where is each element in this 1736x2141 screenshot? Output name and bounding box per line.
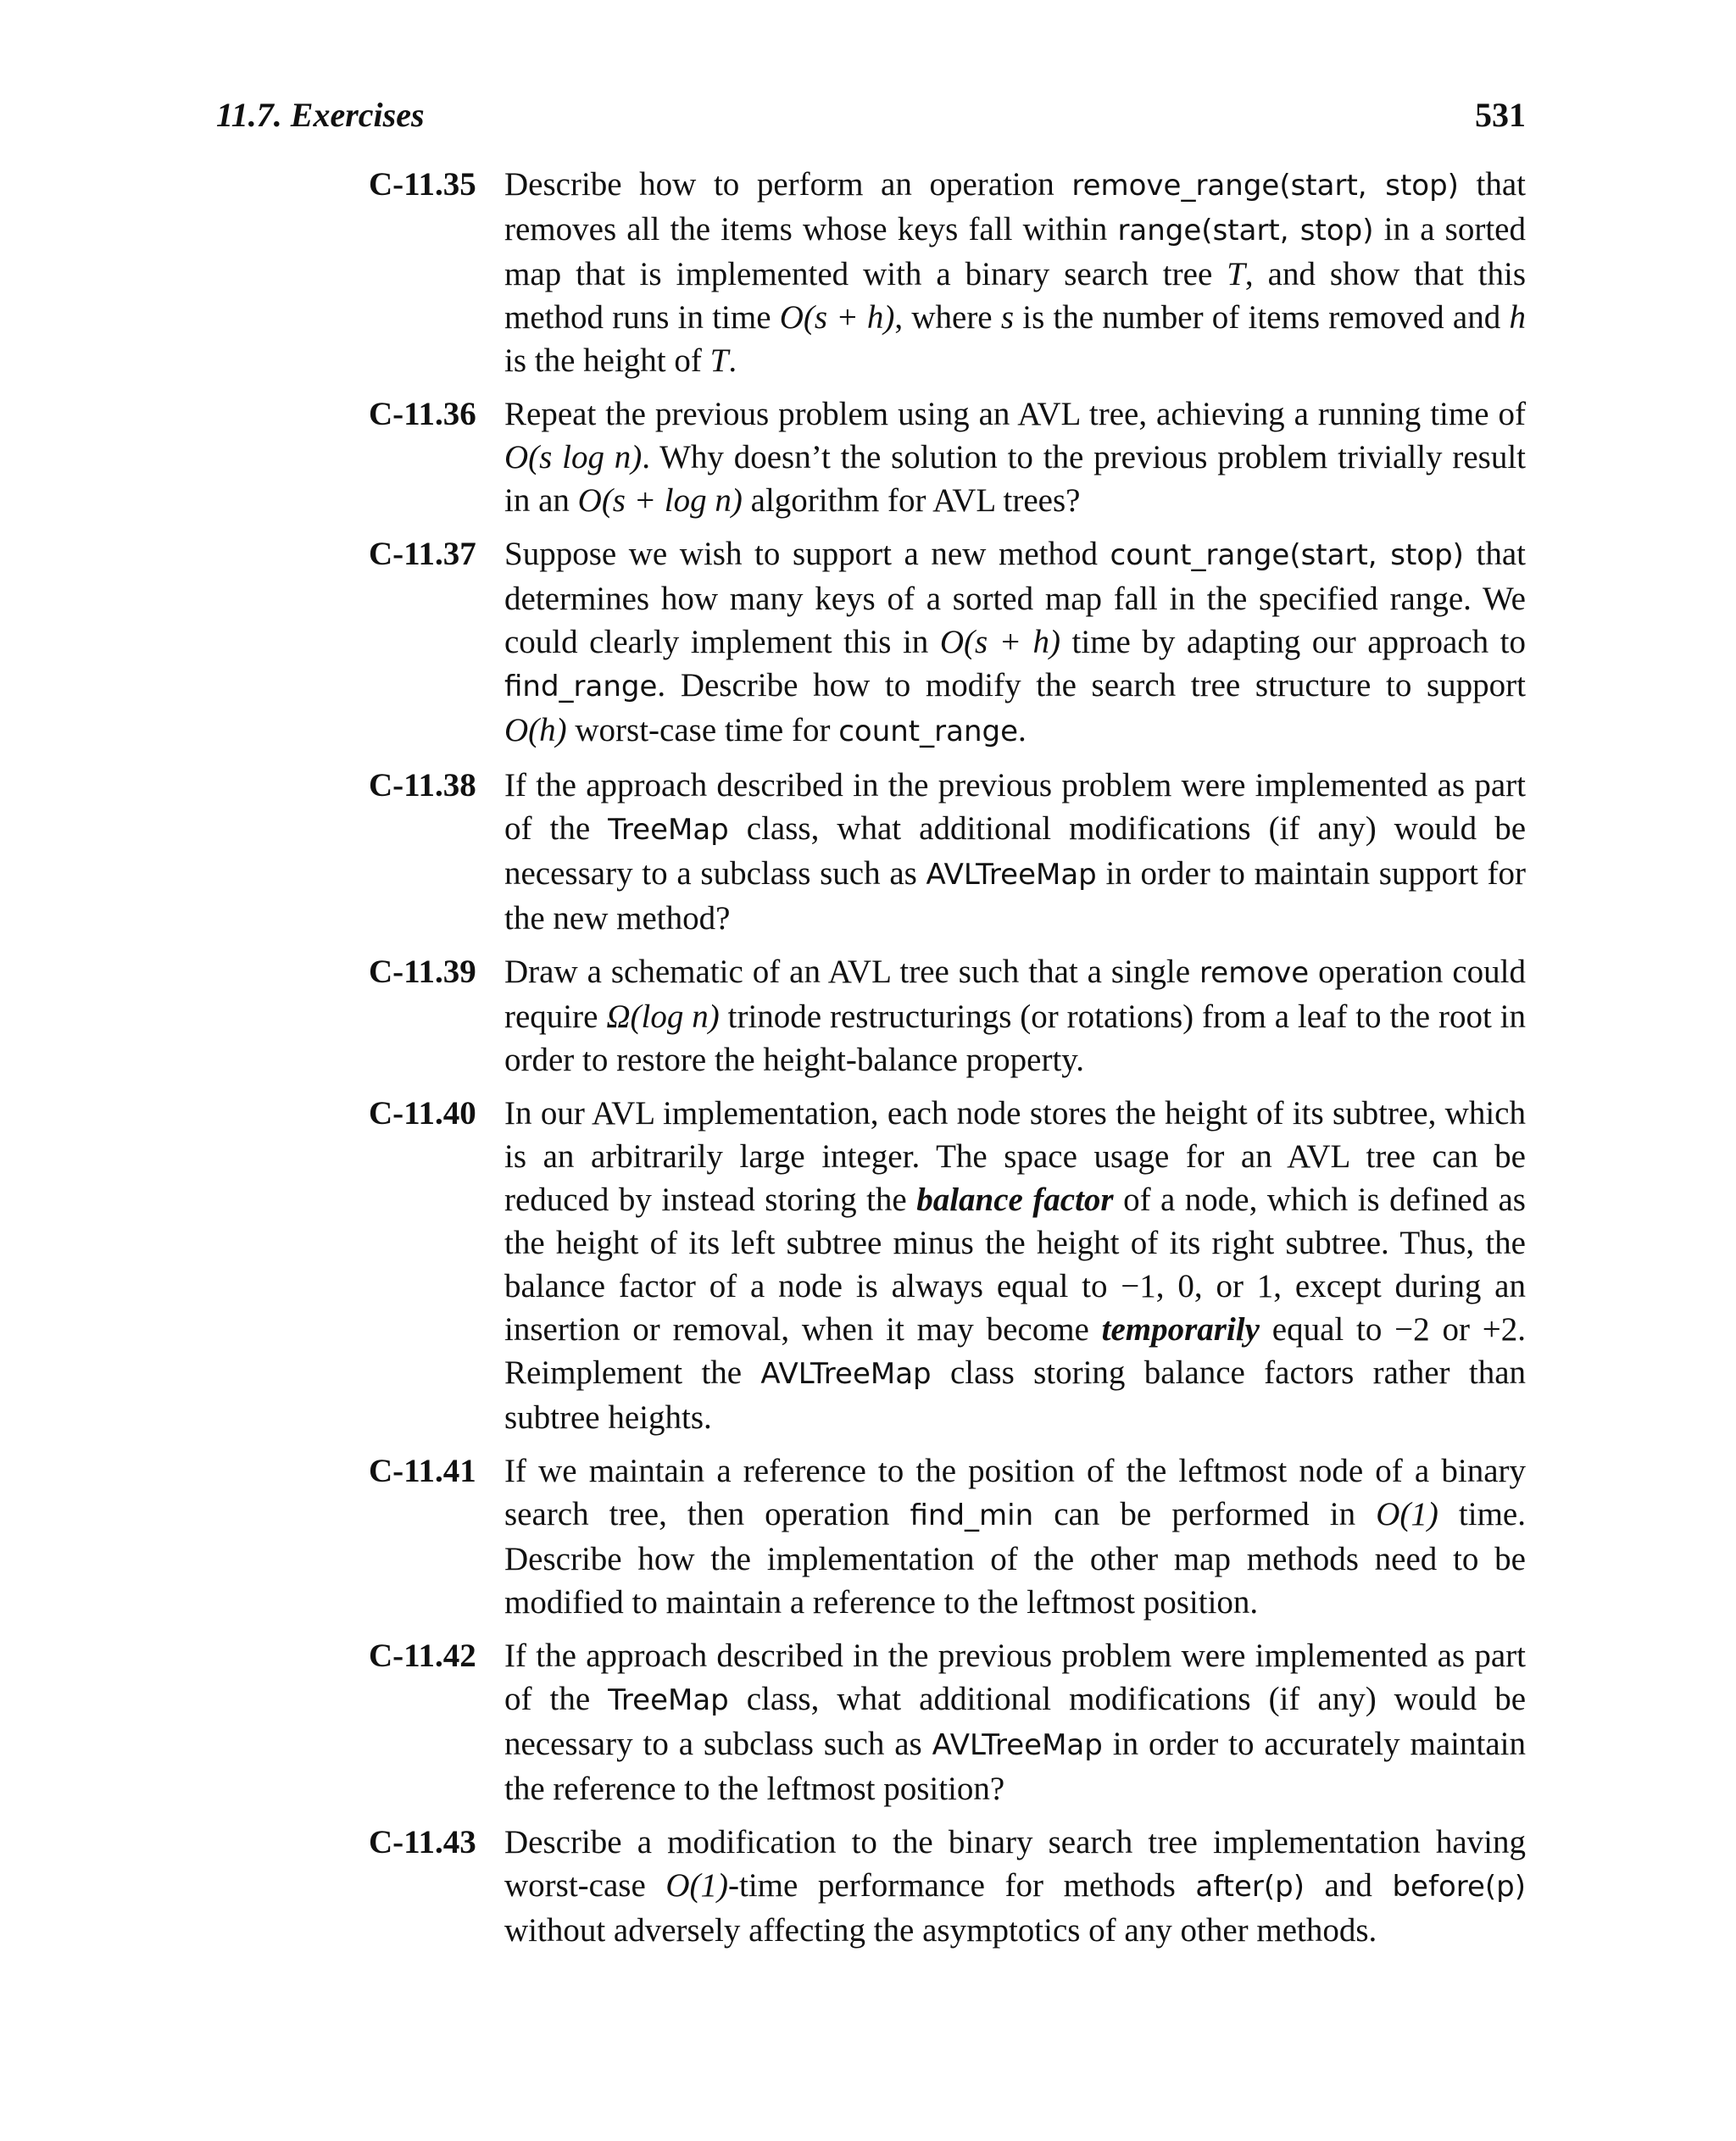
code-identifier: AVLTreeMap (926, 858, 1097, 892)
exercise-text (504, 1821, 1526, 1952)
exercise-text (504, 1449, 1526, 1624)
text-run: , where (894, 299, 1001, 336)
page-number: 531 (1475, 96, 1526, 134)
exercise-item (369, 950, 1526, 1082)
code-identifier: find_range (504, 670, 658, 703)
exercise-label: C-11.40 (369, 1095, 476, 1132)
text-run: operation could require (504, 954, 1526, 1035)
text-run: trinode restructurings (or rotations) from a leaf to the root in order to restore the height-balance property. (504, 998, 1527, 1078)
text-run: Suppose we wish to support a new method (504, 536, 1110, 572)
text-run: algorithm for AVL trees? (742, 482, 1081, 519)
text-run: class, what additional modifications (if any) would be necessary to a subclass such as (504, 810, 1526, 892)
text-run: is the number of items removed and (1014, 299, 1510, 336)
math-expression: O(1) (665, 1867, 729, 1904)
text-run: in order to maintain support for the new method? (504, 855, 1526, 937)
text-run: is the height of (504, 342, 710, 379)
exercise-label: C-11.42 (369, 1638, 476, 1674)
text-run: , and show that this method runs in time (504, 256, 1526, 336)
exercise-label: C-11.37 (369, 536, 476, 572)
text-run: of a node, which is defined as the height of its left subtree minus the height of its right subtree. Thus, the balance factor of a node is always equal to −1, 0, or 1, except during an insertion or removal, when it may become (504, 1182, 1526, 1348)
math-expression: O(h) (504, 712, 567, 748)
exercise-label: C-11.39 (369, 954, 476, 990)
text-run: in a sorted map that is implemented with a binary search tree (504, 211, 1526, 292)
text-run: and (1304, 1867, 1393, 1904)
text-run: class storing balance factors rather than subtree heights. (504, 1354, 1526, 1436)
text-run: can be performed in (1033, 1496, 1377, 1532)
section-title: 11.7. Exercises (216, 96, 425, 134)
exercise-text (504, 764, 1526, 940)
code-identifier: remove (1199, 956, 1310, 990)
text-run: worst-case time for (566, 712, 839, 748)
code-identifier: after(p) (1195, 1870, 1305, 1904)
text-run: If the approach described in the previous problem were implemented as part of the (504, 1638, 1526, 1717)
exercise-item (369, 532, 1526, 754)
math-expression: O(s + h) (939, 624, 1061, 660)
exercise-label: C-11.35 (369, 166, 476, 203)
text-run: . Why doesn’t the solution to the previous problem trivially result in an (504, 439, 1526, 519)
text-run: . (1018, 712, 1027, 748)
text-run: time by adapting our approach to (1060, 624, 1526, 660)
text-run: Describe how to perform an operation (504, 166, 1072, 203)
math-expression: T (1227, 256, 1245, 292)
code-identifier: count_range(start, stop) (1110, 538, 1464, 572)
exercise-item (369, 392, 1526, 522)
text-run: . (728, 342, 737, 379)
code-identifier: AVLTreeMap (760, 1357, 932, 1391)
code-identifier: range(start, stop) (1117, 214, 1374, 247)
math-expression: O(1) (1376, 1496, 1438, 1532)
text-run: without adversely affecting the asymptotics of any other methods. (504, 1912, 1377, 1949)
exercise-text (504, 950, 1526, 1082)
exercise-text (504, 163, 1526, 382)
math-expression: O(s + h) (779, 299, 895, 336)
exercise-label: C-11.38 (369, 767, 476, 804)
exercise-text (504, 1092, 1526, 1439)
exercise-text (504, 1634, 1526, 1810)
math-expression: Ω(log n) (606, 998, 720, 1035)
text-run: Describe a modification to the binary search tree implementation having worst-case (504, 1824, 1526, 1904)
exercise-item (369, 1821, 1526, 1952)
code-identifier: TreeMap (608, 813, 729, 847)
math-expression: T (709, 342, 729, 379)
text-run: Draw a schematic of an AVL tree such that a single (504, 954, 1200, 990)
code-identifier: remove_range(start, stop) (1071, 169, 1459, 203)
exercise-label: C-11.36 (369, 396, 476, 432)
emphasized-term: temporarily (1101, 1311, 1260, 1348)
code-identifier: find_min (910, 1499, 1034, 1532)
math-expression: s (1000, 299, 1015, 336)
text-run: -time performance for methods (728, 1867, 1196, 1904)
exercise-item (369, 764, 1526, 940)
text-run: that determines how many keys of a sorted map fall in the specified range. We could clearly implement this in (504, 536, 1526, 660)
emphasized-term: balance factor (916, 1182, 1114, 1218)
text-run: . Describe how to modify the search tree structure to support (657, 667, 1526, 703)
text-run: Repeat the previous problem using an AVL tree, achieving a running time of (504, 396, 1526, 432)
exercise-label: C-11.43 (369, 1824, 476, 1860)
text-run: If the approach described in the previous problem were implemented as part of the (504, 767, 1526, 847)
text-run: class, what additional modifications (if any) would be necessary to a subclass such as (504, 1681, 1526, 1762)
text-run: time. Describe how the implementation of the other map methods need to be modified to maintain a reference to the leftmost position. (504, 1496, 1526, 1621)
math-expression: O(s log n) (504, 439, 643, 475)
exercise-item (369, 1092, 1526, 1439)
exercise-item (369, 1449, 1526, 1624)
exercise-item (369, 1634, 1526, 1810)
exercise-list (369, 163, 1526, 1962)
text-run: equal to −2 or +2. Reimplement the (504, 1311, 1526, 1391)
exercise-text (504, 532, 1526, 754)
text-run: If we maintain a reference to the position of the leftmost node of a binary search tree, then operation (504, 1453, 1526, 1532)
page-header (216, 95, 1526, 146)
math-expression: O(s + log n) (577, 482, 743, 519)
exercise-item (369, 163, 1526, 382)
code-identifier: before(p) (1392, 1870, 1527, 1904)
exercise-label: C-11.41 (369, 1453, 476, 1489)
code-identifier: TreeMap (608, 1683, 729, 1717)
text-run: In our AVL implementation, each node stores the height of its subtree, which is an arbitrarily large integer. The space usage for an AVL tree can be reduced by instead storing the (504, 1095, 1526, 1218)
text-run: in order to accurately maintain the reference to the leftmost position? (504, 1726, 1526, 1807)
exercise-text (504, 392, 1526, 522)
text-run: that removes all the items whose keys fall within (504, 166, 1526, 247)
code-identifier: count_range (838, 715, 1018, 748)
math-expression: h (1509, 299, 1526, 336)
code-identifier: AVLTreeMap (932, 1728, 1103, 1762)
